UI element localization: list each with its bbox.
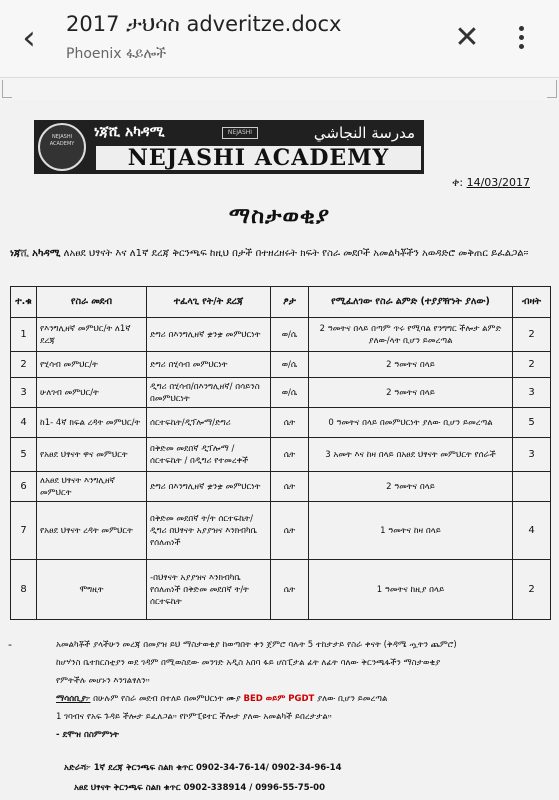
gender: ወ/ሴ [271, 352, 309, 378]
vacancy-count: 2 [513, 560, 551, 620]
required-experience: 1 ዓመትና ከዛ በላይ [309, 502, 513, 560]
required-experience: 2 ዓመትና በላይ [309, 352, 513, 378]
job-position: ለአፀደ ህፃናት እንግሊዘኛ መምህርት [37, 472, 147, 502]
notes-reminder: ማሳሰቢያ፦ በሁሉም የስራ መደብ በተለይ በመምህርነት ሙያ BED ወይም PGDT ያለው ቢሆን ይመረጣል [56, 694, 388, 704]
academy-banner [34, 120, 424, 174]
gender: ሴት [271, 472, 309, 502]
job-position: ሞግዚት [37, 560, 147, 620]
page-title: ማስታወቂያ [228, 204, 331, 229]
job-position: ከ1- 4ኛ ክፍል ረዳት መምህር/ት [37, 408, 147, 438]
column-header: ብዛት [513, 287, 551, 318]
notes-line: የምትችሉ መሆኑን እንገልፃለን። [56, 676, 150, 686]
gender: ሴት [271, 438, 309, 472]
academy-crest-logo: NEJASHI ACADEMY [38, 123, 86, 171]
row-number: 6 [11, 472, 37, 502]
document-page[interactable] [0, 100, 559, 800]
close-icon[interactable]: ✕ [454, 20, 480, 55]
required-experience: 2 ዓመትና በላይ [309, 378, 513, 408]
required-experience: 3 አመት እና ከዛ በላይ በአፀደ ህፃናት መምህርት የሰራች [309, 438, 513, 472]
gender: ወ/ሴ [271, 378, 309, 408]
bullet-dash: - [8, 638, 12, 651]
app-bar [0, 0, 559, 78]
application-notes [8, 636, 546, 744]
column-header: ፆታ [271, 287, 309, 318]
required-education: በቅድመ መደበኛ ዲፕሎማ / ሰርተፍኬት / በዲግሪ የተመረቀች [147, 438, 271, 472]
table-row [11, 318, 551, 352]
row-number: 2 [11, 352, 37, 378]
row-number: 7 [11, 502, 37, 560]
table-row [11, 438, 551, 472]
required-education: ሰርተፍኬት/ዲፕሎማ/ድግሪ [147, 408, 271, 438]
contact-phones [64, 758, 554, 798]
required-experience: 1 ዓመትና ከዚያ በላይ [309, 560, 513, 620]
gender: ሴት [271, 408, 309, 438]
vacancy-count: 2 [513, 318, 551, 352]
chevron-left-icon[interactable]: ‹ [22, 18, 36, 58]
job-position: የአፀደ ህፃናት ረዳት መምህርት [37, 502, 147, 560]
table-row [11, 560, 551, 620]
table-row [11, 472, 551, 502]
required-education: ድግሪ በእንግሊዘኛ ቋንቋ መምህርነት [147, 318, 271, 352]
notes-line: አመልካቾች ያላችሁን መረጃ በመያዝ ይህ ማስታወቂያ ከወጣበት ቀን ጀምሮ ባሉት 5 ተከታታይ የስራ ቀናት (ቅዳሜ ጧትን ጨምሮ) [56, 640, 457, 650]
intro-paragraph: ነጃሺ አካዳሚ ለአፀደ ህፃናት እና ለ1ኛ ደረጃ ቅርንጫፍ ከዚህ በታች በተዘረዘሩት ክፍት የስራ መደቦች አመልካቾችን አወዳድሮ መቅጠር ይፈልጋል። [10, 248, 529, 259]
row-number: 4 [11, 408, 37, 438]
amharic-name: ነጃሺ አካዳሚ [94, 124, 165, 140]
vacancy-count: 5 [513, 408, 551, 438]
phone-line-primary: አድራሻ፦ 1ኛ ደረጃ ቅርንጫፍ ስልክ ቁጥር 0902-34-76-14/ 0902-34-96-14 [64, 763, 342, 773]
vacancy-count: 2 [513, 352, 551, 378]
vacancy-count: 4 [513, 502, 551, 560]
row-number: 1 [11, 318, 37, 352]
page-corner-mark-left [2, 80, 12, 98]
job-position: የአፀደ ህፃናት ዋና መምህርት [37, 438, 147, 472]
gender: ወ/ሴ [271, 318, 309, 352]
row-number: 3 [11, 378, 37, 408]
table-header-row [11, 287, 551, 318]
required-education: ድግሪ በእንግሊዘኛ ቋንቋ መምህርነት [147, 472, 271, 502]
required-education: -በህፃናት አያያዝና እንክብካቤ የሰለጠነች በቅድመ መደበኛ ት/ት ሰርተፍኬት [147, 560, 271, 620]
required-experience: 2 ዓመትና በላይ በጣም ጥሩ የሚባል የንግግር ችሎታ ልምድ ያለው/ላት ቢሆን ይመረጣል [309, 318, 513, 352]
required-education: ድግሪ በሂሳብ መምህርነት [147, 352, 271, 378]
notes-line: 1 ገባብና የአፍ ጉዳይ ችሎታ ይፈለጋል። የኮምፒዩተር ችሎታ ያለው አመልካች ይበረታታል። [56, 712, 332, 722]
row-number: 5 [11, 438, 37, 472]
page-corner-mark-right [547, 80, 557, 98]
column-header: ተ.ቁ [11, 287, 37, 318]
job-position: የሂሳብ መምህር/ት [37, 352, 147, 378]
required-education: በቅድመ መደበኛ ት/ት ሰርተፍኬት/ ዲግሪ በህፃናት አያያዝና እንክብካቤ የሰለጠነች [147, 502, 271, 560]
row-number: 8 [11, 560, 37, 620]
table-row [11, 502, 551, 560]
arabic-name: مدرسة النجاشي [313, 124, 415, 142]
gender: ሴት [271, 560, 309, 620]
required-education: ዲግሪ በሂሳብ/በእንግሊዘኛ/ በሳይንስ በመምህርነት [147, 378, 271, 408]
gender: ሴት [271, 502, 309, 560]
column-header: የሚፈለገው የስራ ልምድ (ተያያዥነት ያለው) [309, 287, 513, 318]
academy-emblem: NEJASHI [222, 127, 258, 139]
column-header: ተፈላጊ የት/ት ደረጃ [147, 287, 271, 318]
required-experience: 0 ዓመትና በላይ በመምህርነት ያለው ቢሆን ይመረጣል [309, 408, 513, 438]
table-row [11, 378, 551, 408]
document-source: Phoenix ፋይሎች [66, 46, 167, 62]
notes-line: ከሆሃንስ ቤተክርስቲያን ወደ ገዳም በሚወስደው መንገድ አዲስ አበባ ፋይ ሆስፒታል ፊት ለፊት ባለው ቅርንጫፋችን ማስታወቂያ [56, 658, 441, 668]
document-title: 2017 ታህሳስ adveritze.docx [66, 12, 342, 36]
required-experience: 2 ዓመትና በላይ [309, 472, 513, 502]
job-position: የእንግሊዘኛ መምህር/ት ለ1ኛ ደረጃ [37, 318, 147, 352]
job-position: ሁለገብ መምህር/ት [37, 378, 147, 408]
column-header: የስራ መደብ [37, 287, 147, 318]
more-vertical-icon[interactable] [514, 22, 528, 58]
vacancy-count: 3 [513, 438, 551, 472]
english-name: NEJASHI ACADEMY [96, 146, 421, 170]
table-row [11, 408, 551, 438]
phone-line-kindergarten: አፀደ ህፃናት ቅርንጫፍ ስልክ ቁጥር 0902-338914 / 0996-55-75-00 [74, 783, 325, 793]
salary-note: - ደሞዝ በስምምነት [56, 730, 119, 740]
vacancy-count: 3 [513, 378, 551, 408]
announcement-date: ቀ: 14/03/2017 [452, 176, 530, 189]
table-row [11, 352, 551, 378]
vacancy-table [10, 286, 551, 620]
vacancy-count [513, 472, 551, 502]
